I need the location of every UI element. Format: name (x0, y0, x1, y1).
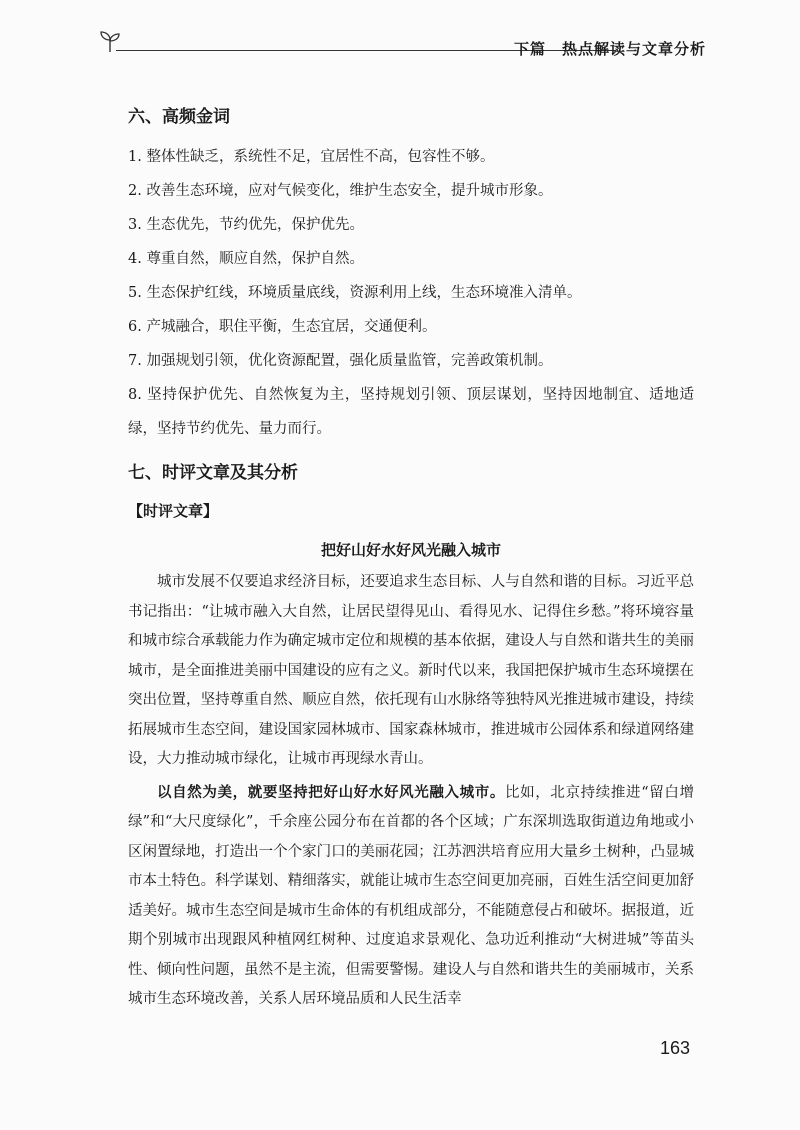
section-heading-articles: 七、时评文章及其分析 (128, 463, 298, 483)
keyword-item: 1. 整体性缺乏，系统性不足，宜居性不高，包容性不够。 (128, 149, 495, 165)
article-tag: 【时评文章】 (128, 502, 219, 520)
keyword-item: 8. 坚持保护优先、自然恢复为主，坚持规划引领、顶层谋划，坚持因地制宜、适地适绿，坚持节约优先、量力而行。 (128, 387, 694, 437)
header-title: 下篇 热点解读与文章分析 (513, 40, 706, 58)
keyword-item: 2. 改善生态环境，应对气候变化，维护生态安全，提升城市形象。 (128, 183, 553, 199)
keyword-item: 4. 尊重自然，顺应自然，保护自然。 (128, 251, 364, 267)
article-paragraph: 城市发展不仅要追求经济目标，还要追求生态目标、人与自然和谐的目标。习近平总书记指出：“让城市融入大自然，让居民望得见山、看得见水、记得住乡愁。”将环境容量和城市综合承载能力作为确定城市定位和规模的基本依据，建设人与自然和谐共生的美丽城市，是全面推进美丽中国建设的应有之义。新时代以来，我国把保护城市生态环境摆在突出位置，坚持尊重自然、顺应自然，依托现有山水脉络等独特风光推进城市建设，持续拓展城市生态空间，建设国家园林城市、国家森林城市，推进城市公园体系和绿道网络建设，大力推动城市绿化，让城市再现绿水青山。 (128, 574, 694, 767)
page-number: 163 (659, 1038, 690, 1058)
keyword-item: 5. 生态保护红线，环境质量底线，资源利用上线，生态环境准入清单。 (128, 285, 582, 301)
page-body (128, 102, 694, 1015)
paragraph-lead-sentence: 以自然为美，就要坚持把好山好水好风光融入城市。 (157, 784, 506, 801)
section-heading-keywords: 六、高频金词 (128, 107, 230, 127)
keyword-item: 3. 生态优先，节约优先，保护优先。 (128, 217, 364, 233)
running-header (96, 28, 706, 68)
paragraph-body: 比如，北京持续推进“留白增绿”和“大尺度绿化”，千余座公园分布在首都的各个区域；广东深圳选取街道边角地或小区闲置绿地，打造出一个个家门口的美丽花园；江苏泗洪培育应用大量乡土树种，凸显城市本土特色。科学谋划、精细落实，就能让城市生态空间更加亮丽，百姓生活空间更加舒适美好。城市生态空间是城市生命体的有机组成部分，不能随意侵占和破坏。据报道，近期个别城市出现跟风种植网红树种、过度追求景观化、急功近利推动“大树进城”等苗头性、倾向性问题，虽然不是主流，但需要警惕。建设人与自然和谐共生的美丽城市，关系城市生态环境改善，关系人居环境品质和人民生活幸 (128, 784, 694, 1007)
keyword-item: 7. 加强规划引领，优化资源配置，强化质量监管，完善政策机制。 (128, 353, 553, 369)
sprout-icon (96, 28, 124, 56)
article-paragraph (128, 779, 694, 1015)
keyword-item: 6. 产城融合，职住平衡，生态宜居，交通便利。 (128, 319, 437, 335)
article-title: 把好山好水好风光融入城市 (320, 541, 501, 559)
